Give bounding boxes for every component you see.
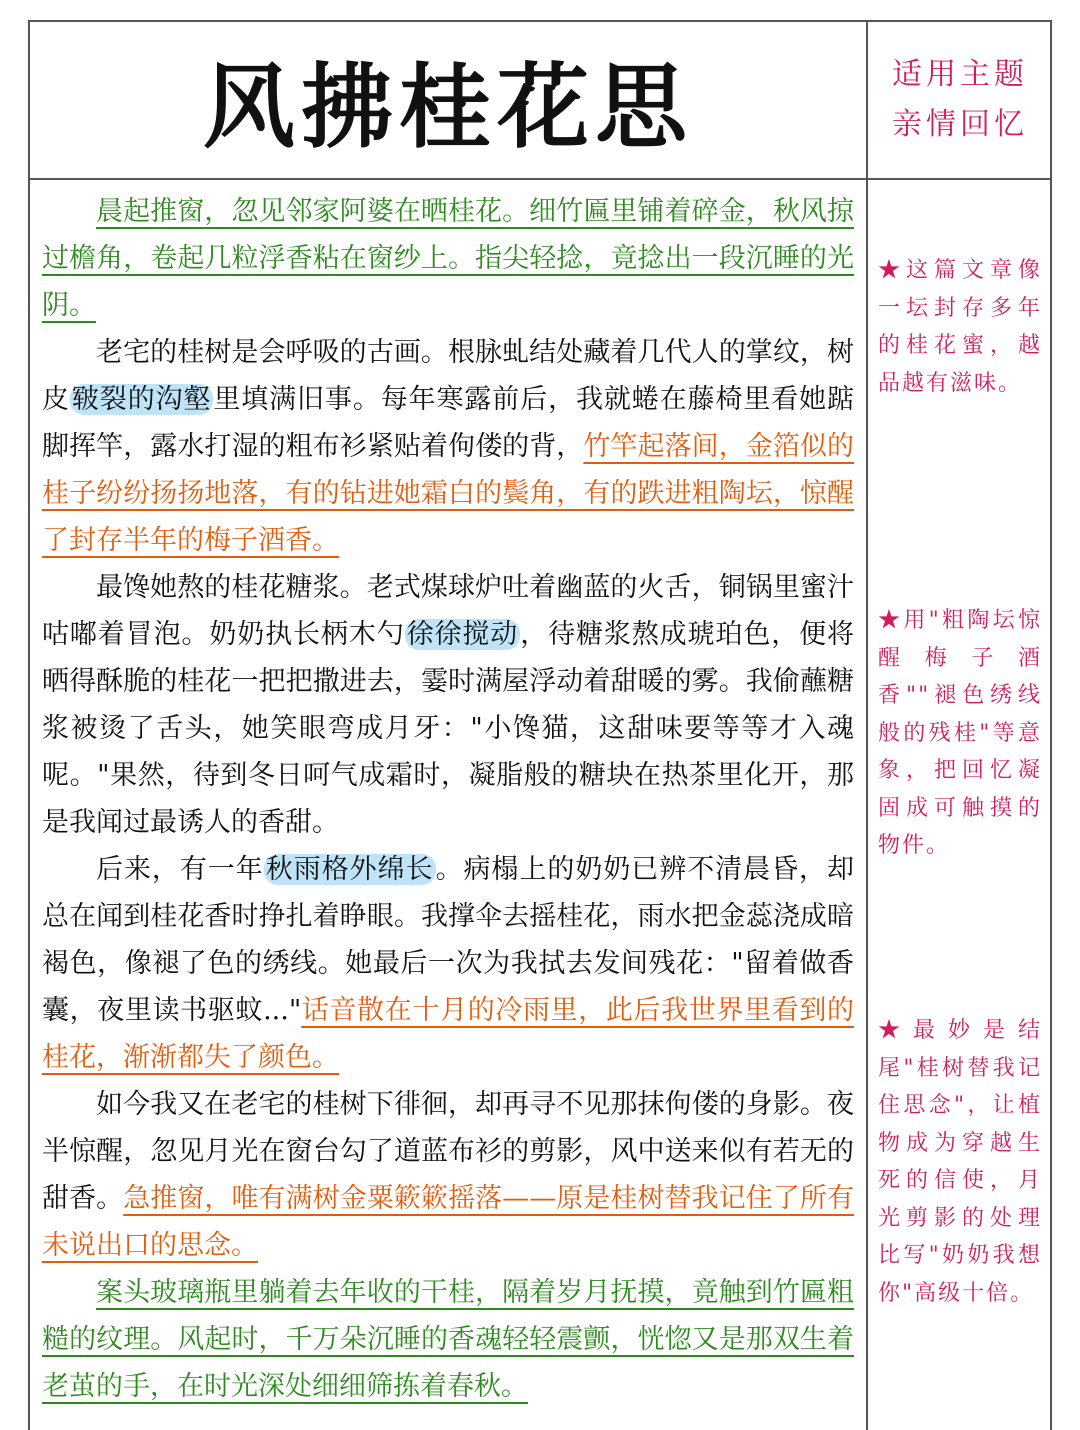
highlighted-phrase: 秋雨格外绵长 (265, 854, 434, 885)
paragraph-6 (42, 1269, 854, 1410)
highlighted-phrase: 徐徐搅动 (406, 619, 519, 650)
page-title: 风拂桂花思 (202, 54, 693, 161)
underlined-sentence-green: 晨起推窗，忽见邻家阿婆在晒桂花。细竹匾里铺着碎金，秋风掠过檐角，卷起几粒浮香粘在窗纱上。指尖轻捻，竟捻出一段沉睡的光阴。 (42, 196, 854, 321)
text-segment: 里填满旧事。每年寒露前后，我就蜷在藤椅里看她踮脚挥竿，露水打湿的粗布衫紧贴着佝偻的背， (42, 384, 855, 462)
column-divider (866, 20, 868, 1430)
underlined-sentence-orange: 话音散在十月的冷雨里，此后我世界里看到的桂花，渐渐都失了颜色。 (42, 995, 854, 1073)
side-note-2: ★用"粗陶坛惊醒梅子酒香""褪色绣线般的残桂"等意象，把回忆凝固成可触摸的物件。 (878, 608, 1042, 858)
paragraph-3 (42, 564, 854, 846)
text-segment: ，待糖浆熬成琥珀色，便将晒得酥脆的桂花一把把撒进去，霎时满屋浮动着甜暖的雾。我偷蘸糖浆被烫了舌头，她笑眼弯成月牙："小馋猫，这甜味要等等才入魂呢。"果然，待到冬日呵气成霜时，凝脂般的糖块在热茶里化开，那是我闻过最诱人的香甜。 (42, 619, 855, 838)
essay-body (42, 188, 854, 1410)
text-segment: 如今我又在老宅的桂树下徘徊，却再寻不见那抹佝偻的身影。夜半惊醒，忽见月光在窗台勾了道蓝布衫的剪影，风中送来似有若无的甜香。 (42, 1089, 854, 1214)
underlined-sentence-green: 案头玻璃瓶里躺着去年收的干桂，隔着岁月抚摸，竟触到竹匾粗糙的纹理。风起时，千万朵沉睡的香魂轻轻震颤，恍惚又是那双生着老茧的手，在时光深处细细筛拣着春秋。 (42, 1277, 854, 1402)
text-segment: 老宅的桂树是会呼吸的古画。根脉虬结处藏着几代人的掌纹，树皮 (42, 337, 854, 415)
paragraph-2 (42, 329, 854, 564)
text-segment: 。病榻上的奶奶已辨不清晨昏，却总在闻到桂花香时挣扎着睁眼。我撑伞去摇桂花，雨水把金蕊浇成暗褐色，像褪了色的绣线。她最后一次为我拭去发间残花："留着做香囊，夜里读书驱蚊..." (42, 854, 855, 1026)
underlined-sentence-orange: 急推窗，唯有满树金粟簌簌摇落——原是桂树替我记住了所有未说出口的思念。 (42, 1183, 855, 1261)
side-note-3: ★最妙是结尾"桂树替我记住思念"，让植物成为穿越生死的信使，月光剪影的处理比写"奶奶我想你"高级十倍。 (878, 1018, 1042, 1306)
theme-label: 适用主题 (892, 57, 1028, 92)
highlighted-phrase: 皲裂的沟壑 (71, 384, 212, 415)
paragraph-1 (42, 188, 854, 329)
paragraph-5 (42, 1081, 854, 1269)
theme-value: 亲情回忆 (892, 107, 1028, 142)
text-segment: 最馋她熬的桂花糖浆。老式煤球炉吐着幽蓝的火舌，铜锅里蜜汁咕嘟着冒泡。奶奶执长柄木勺 (42, 572, 854, 650)
side-note-1: ★这篇文章像一坛封存多年的桂花蜜，越品越有滋味。 (878, 258, 1042, 396)
underlined-sentence-orange: 竹竿起落间，金箔似的桂子纷纷扬扬地落，有的钻进她霜白的鬓角，有的跌进粗陶坛，惊醒了封存半年的梅子酒香。 (42, 431, 855, 556)
paragraph-4 (42, 846, 854, 1081)
theme-box (868, 22, 1052, 178)
text-segment: 后来，有一年 (96, 854, 264, 885)
header-divider (28, 178, 1052, 180)
